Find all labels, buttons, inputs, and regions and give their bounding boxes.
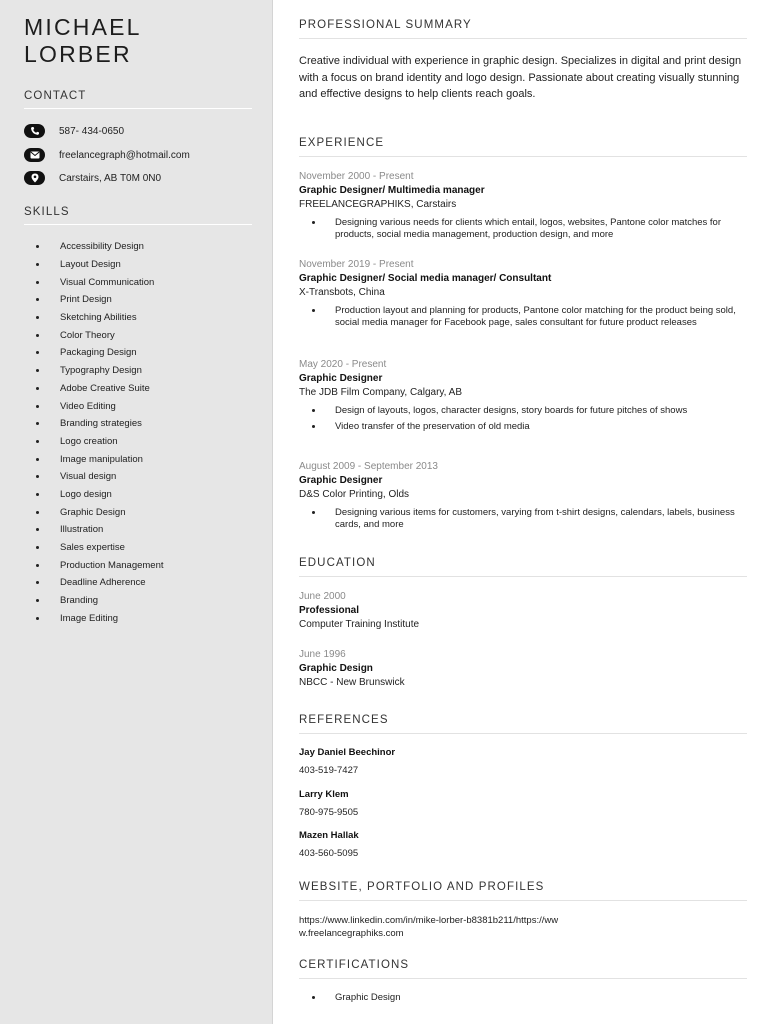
bullet-dot (36, 387, 39, 390)
reference-phone: 780-975-9505 (299, 807, 359, 818)
experience-heading: EXPERIENCE (299, 137, 747, 157)
reference-entry (299, 830, 359, 859)
reference-entry (299, 789, 358, 818)
skill-item (36, 380, 164, 398)
job-title: Graphic Designer/ Multimedia manager (299, 185, 485, 196)
education-heading: EDUCATION (299, 557, 747, 577)
skill-label: Packaging Design (60, 347, 137, 359)
skill-item (36, 609, 164, 627)
job-org: D&S Color Printing, Olds (299, 489, 410, 500)
website-links[interactable]: https://www.linkedin.com/in/mike-lorber-b8381b211/https://www.freelancegraphiks.com (299, 915, 559, 939)
job-entry (299, 171, 739, 241)
skill-label: Video Editing (60, 400, 116, 412)
bullet-dot (36, 281, 39, 284)
job-date: August 2009 - September 2013 (299, 461, 438, 472)
skill-label: Graphic Design (60, 506, 126, 518)
job-date: November 2019 - Present (299, 259, 414, 270)
bullet-dot (36, 263, 39, 266)
skill-label: Branding strategies (60, 418, 142, 430)
bullet-dot (36, 351, 39, 354)
education-entry (299, 649, 405, 688)
skill-item (36, 344, 164, 362)
job-title: Graphic Designer/ Social media manager/ Consultant (299, 273, 552, 284)
skill-label: Sketching Abilities (60, 312, 137, 324)
education-date: June 2000 (299, 591, 346, 602)
job-entry (299, 359, 739, 433)
skill-item (36, 362, 164, 380)
contact-phone (24, 123, 124, 139)
skill-item (36, 273, 164, 291)
contact-heading: CONTACT (24, 90, 252, 109)
bullet-dot (36, 546, 39, 549)
reference-phone: 403-519-7427 (299, 765, 359, 776)
skill-label: Color Theory (60, 329, 115, 341)
skill-item (36, 450, 164, 468)
skill-item (36, 539, 164, 557)
job-title: Graphic Designer (299, 475, 383, 486)
skill-label: Print Design (60, 294, 112, 306)
skill-item (36, 433, 164, 451)
bullet-dot (36, 458, 39, 461)
skill-item (36, 256, 164, 274)
reference-name: Larry Klem (299, 789, 349, 800)
skill-label: Branding (60, 595, 99, 607)
job-bullet: Video transfer of the preservation of old media (299, 421, 739, 433)
location-pin-icon (24, 171, 45, 185)
skill-item (36, 556, 164, 574)
education-org: NBCC - New Brunswick (299, 677, 405, 688)
skill-item (36, 592, 164, 610)
education-date: June 1996 (299, 649, 346, 660)
bullet-dot (36, 564, 39, 567)
skill-item (36, 486, 164, 504)
bullet-dot (36, 369, 39, 372)
job-date: May 2020 - Present (299, 359, 387, 370)
job-org: The JDB Film Company, Calgary, AB (299, 387, 463, 398)
skill-label: Typography Design (60, 365, 142, 377)
phone-icon (24, 124, 45, 138)
references-heading: REFERENCES (299, 714, 747, 734)
reference-phone: 403-560-5095 (299, 848, 359, 859)
certifications-list (299, 992, 739, 1004)
bullet-dot (36, 581, 39, 584)
job-bullet: Design of layouts, logos, character designs, story boards for future pitches of shows (299, 405, 739, 417)
bullet-dot (36, 245, 39, 248)
skill-label: Production Management (60, 559, 164, 571)
bullet-dot (36, 617, 39, 620)
skill-label: Logo design (60, 488, 112, 500)
skill-item (36, 397, 164, 415)
contact-location (24, 170, 161, 186)
phone-text: 587- 434-0650 (59, 125, 125, 137)
education-entry (299, 591, 419, 630)
last-name: LORBER (24, 41, 132, 67)
reference-name: Jay Daniel Beechinor (299, 747, 396, 758)
bullet-dot (36, 493, 39, 496)
first-name: MICHAEL (24, 14, 142, 40)
bullet-dot (36, 599, 39, 602)
bullet-dot (36, 334, 39, 337)
bullet-dot (36, 298, 39, 301)
education-title: Graphic Design (299, 663, 373, 674)
skill-label: Visual design (60, 471, 117, 483)
location-text: Carstairs, AB T0M 0N0 (59, 172, 162, 184)
job-bullet: Production layout and planning for products, Pantone color matching for the product being sold, social media manager for Facebook page, sales consultant for future product releases (299, 305, 739, 329)
job-org: X-Transbots, China (299, 287, 385, 298)
contact-email (24, 147, 190, 163)
bullet-dot (36, 422, 39, 425)
skill-item (36, 468, 164, 486)
skill-label: Visual Communication (60, 276, 155, 288)
skill-item (36, 309, 164, 327)
skill-item (36, 415, 164, 433)
skill-item (36, 521, 164, 539)
skill-item (36, 503, 164, 521)
job-date: November 2000 - Present (299, 171, 414, 182)
bullet-dot (36, 316, 39, 319)
bullet-dot (36, 511, 39, 514)
summary-heading: PROFESSIONAL SUMMARY (299, 19, 747, 39)
job-bullet: Designing various needs for clients which entail, logos, websites, Pantone color matches for products, social media management, production design, and more (299, 217, 739, 241)
email-icon (24, 148, 45, 162)
certifications-heading: CERTIFICATIONS (299, 959, 747, 979)
education-title: Professional (299, 605, 360, 616)
summary-text: Creative individual with experience in graphic design. Specializes in digital and print design with a focus on brand identity and logo design. Passionate about creating visually stunning and effective designs to help clients reach goals. (299, 55, 742, 100)
skills-list (36, 238, 164, 627)
job-entry (299, 461, 739, 531)
skill-label: Illustration (60, 524, 104, 536)
bullet-dot (36, 528, 39, 531)
skill-item (36, 574, 164, 592)
skill-item (36, 238, 164, 256)
certification-item: Graphic Design (299, 992, 739, 1004)
skill-label: Layout Design (60, 259, 121, 271)
skill-label: Accessibility Design (60, 241, 144, 253)
reference-entry (299, 747, 395, 776)
skill-label: Image Editing (60, 612, 119, 624)
job-bullet: Designing various items for customers, varying from t-shirt designs, calendars, labels, business cards, and more (299, 507, 739, 531)
bullet-dot (36, 405, 39, 408)
email-text[interactable]: freelancegraph@hotmail.com (59, 149, 190, 161)
website-heading: WEBSITE, PORTFOLIO AND PROFILES (299, 881, 747, 901)
skill-item (36, 291, 164, 309)
education-org: Computer Training Institute (299, 619, 420, 630)
sidebar (0, 0, 273, 1024)
reference-name: Mazen Hallak (299, 830, 359, 841)
skill-label: Image manipulation (60, 453, 143, 465)
candidate-name (24, 14, 142, 68)
bullet-dot (36, 475, 39, 478)
skill-label: Adobe Creative Suite (60, 382, 150, 394)
job-org: FREELANCEGRAPHIKS, Carstairs (299, 199, 457, 210)
skills-heading: SKILLS (24, 206, 252, 225)
skill-label: Logo creation (60, 435, 118, 447)
skill-label: Deadline Adherence (60, 577, 146, 589)
job-title: Graphic Designer (299, 373, 383, 384)
skill-item (36, 326, 164, 344)
job-entry (299, 259, 739, 329)
skill-label: Sales expertise (60, 542, 125, 554)
bullet-dot (36, 440, 39, 443)
